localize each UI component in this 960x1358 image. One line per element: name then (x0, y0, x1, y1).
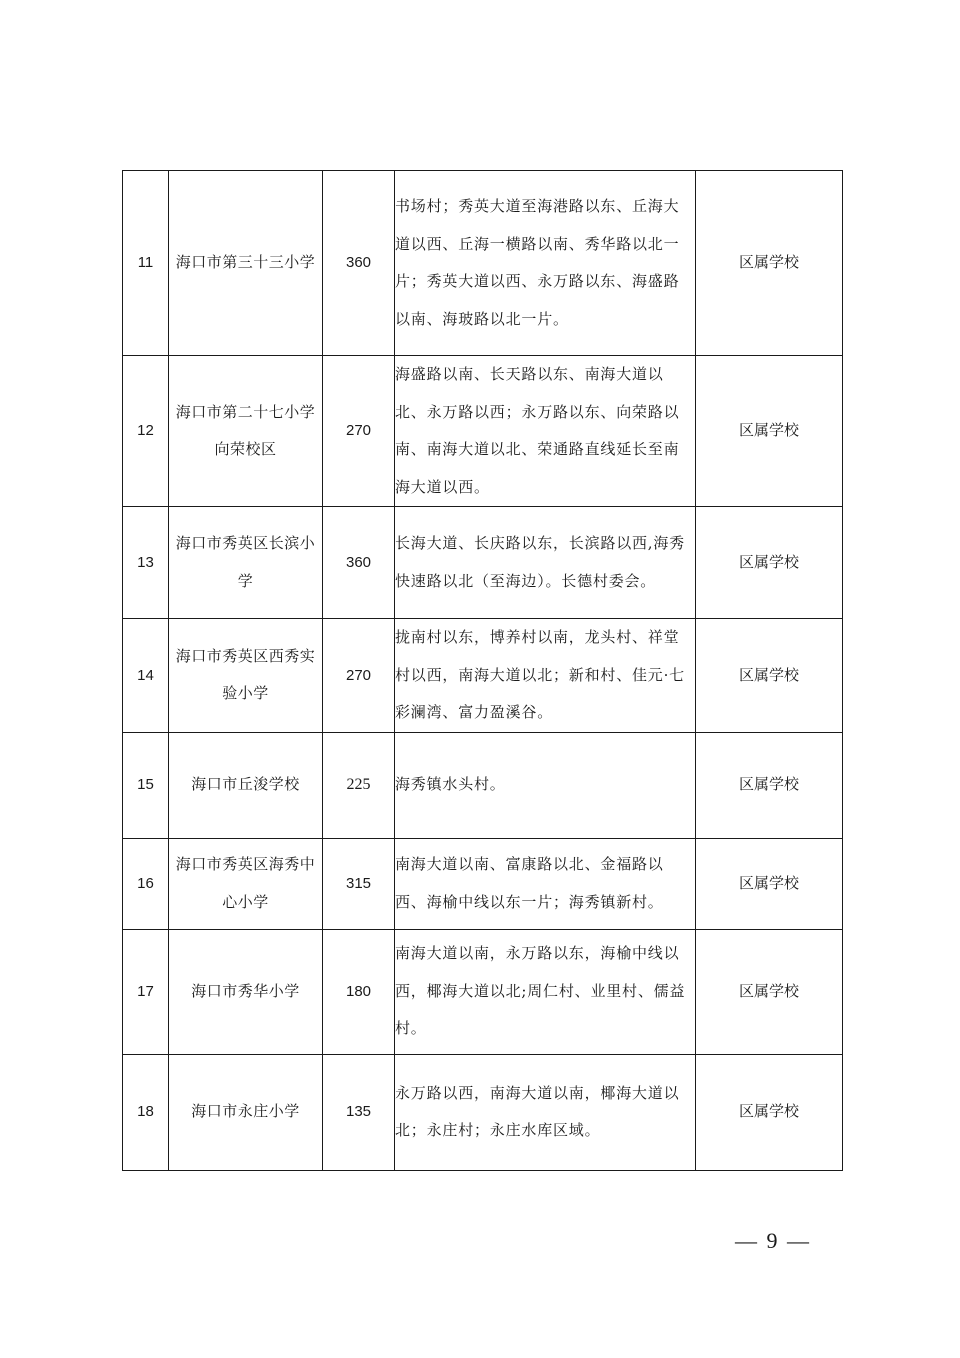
row-number: 14 (123, 619, 169, 733)
table-row (123, 171, 843, 356)
seat-count: 360 (323, 171, 395, 356)
school-type: 区属学校 (696, 1054, 843, 1170)
seat-count: 315 (323, 838, 395, 929)
school-name: 海口市秀英区西秀实验小学 (169, 619, 323, 733)
table-row (123, 838, 843, 929)
table-row (123, 732, 843, 838)
school-type: 区属学校 (696, 838, 843, 929)
enrollment-area: 永万路以西，南海大道以南，椰海大道以北；永庄村；永庄水库区域。 (395, 1054, 696, 1170)
seat-count: 180 (323, 929, 395, 1054)
school-type: 区属学校 (696, 619, 843, 733)
page-number: — 9 — (735, 1228, 811, 1253)
enrollment-area: 长海大道、长庆路以东，长滨路以西,海秀快速路以北（至海边）。长德村委会。 (395, 507, 696, 619)
school-name: 海口市第二十七小学向荣校区 (169, 356, 323, 507)
seat-count: 270 (323, 356, 395, 507)
seat-count: 225 (323, 732, 395, 838)
row-number: 12 (123, 356, 169, 507)
enrollment-area: 海秀镇水头村。 (395, 732, 696, 838)
school-name: 海口市丘浚学校 (169, 732, 323, 838)
enrollment-area: 南海大道以南、富康路以北、金福路以西、海榆中线以东一片；海秀镇新村。 (395, 838, 696, 929)
school-name: 海口市秀华小学 (169, 929, 323, 1054)
school-name: 海口市秀英区海秀中心小学 (169, 838, 323, 929)
table-row (123, 356, 843, 507)
school-district-table (122, 170, 843, 1171)
row-number: 18 (123, 1054, 169, 1170)
table-row (123, 507, 843, 619)
row-number: 15 (123, 732, 169, 838)
table-row (123, 619, 843, 733)
school-name: 海口市第三十三小学 (169, 171, 323, 356)
seat-count: 270 (323, 619, 395, 733)
school-name: 海口市永庄小学 (169, 1054, 323, 1170)
row-number: 16 (123, 838, 169, 929)
school-type: 区属学校 (696, 929, 843, 1054)
row-number: 13 (123, 507, 169, 619)
enrollment-area: 海盛路以南、长天路以东、南海大道以北、永万路以西；永万路以东、向荣路以南、南海大道以北、荣通路直线延长至南海大道以西。 (395, 356, 696, 507)
school-type: 区属学校 (696, 507, 843, 619)
school-type: 区属学校 (696, 171, 843, 356)
table-row (123, 929, 843, 1054)
school-type: 区属学校 (696, 356, 843, 507)
school-name: 海口市秀英区长滨小学 (169, 507, 323, 619)
seat-count: 135 (323, 1054, 395, 1170)
school-type: 区属学校 (696, 732, 843, 838)
table-row (123, 1054, 843, 1170)
row-number: 17 (123, 929, 169, 1054)
row-number: 11 (123, 171, 169, 356)
enrollment-area: 拢南村以东，博养村以南，龙头村、祥堂村以西，南海大道以北；新和村、佳元·七彩澜湾、富力盈溪谷。 (395, 619, 696, 733)
enrollment-area: 书场村；秀英大道至海港路以东、丘海大道以西、丘海一横路以南、秀华路以北一片；秀英大道以西、永万路以东、海盛路以南、海玻路以北一片。 (395, 171, 696, 356)
seat-count: 360 (323, 507, 395, 619)
enrollment-area: 南海大道以南，永万路以东，海榆中线以西，椰海大道以北;周仁村、业里村、儒益村。 (395, 929, 696, 1054)
